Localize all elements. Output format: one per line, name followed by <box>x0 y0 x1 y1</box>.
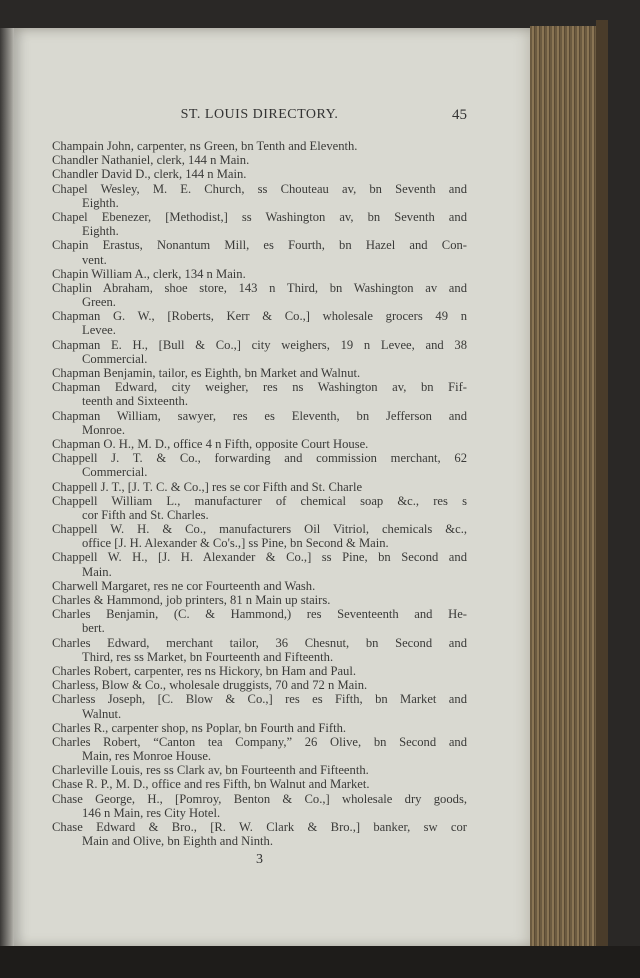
book-cover-edge <box>596 20 608 950</box>
entry-continuation-line: Main. <box>82 564 112 579</box>
directory-entry <box>52 735 467 763</box>
background-surface <box>0 946 640 978</box>
entry-continuation-line: teenth and Sixteenth. <box>82 394 188 409</box>
page-edges <box>530 26 600 948</box>
entry-line: Charles Edward, merchant tailor, 36 Chesnut, bn Second and <box>52 635 467 650</box>
entry-continuation-line: Third, res ss Market, bn Fourteenth and Fifteenth. <box>82 649 334 664</box>
entry-line: Chappell J. T. & Co., forwarding and commission merchant, 62 <box>52 451 467 466</box>
entry-continuation-line: Commercial. <box>82 465 148 480</box>
directory-entry <box>52 380 467 408</box>
entry-line: Charless Joseph, [C. Blow & Co.,] res es Fifth, bn Market and <box>52 692 467 707</box>
directory-entry <box>52 721 467 735</box>
directory-entry <box>52 267 467 281</box>
entry-line: Chapin Erastus, Nonantum Mill, es Fourth, bn Hazel and Con- <box>52 238 467 253</box>
entry-continuation-line: bert. <box>82 621 105 636</box>
entry-line: Chase R. P., M. D., office and res Fifth, bn Walnut and Market. <box>52 777 370 792</box>
signature-mark: 3 <box>256 852 263 867</box>
entry-line: Chapman O. H., M. D., office 4 n Fifth, opposite Court House. <box>52 436 369 451</box>
directory-entry <box>52 139 467 153</box>
entry-line: Charwell Margaret, res ne cor Fourteenth and Wash. <box>52 578 316 593</box>
entry-continuation-line: Eighth. <box>82 195 119 210</box>
entry-line: Chappell William L., manufacturer of chemical soap &c., res s <box>52 493 467 508</box>
running-title: ST. LOUIS DIRECTORY. <box>180 107 339 122</box>
page-number: 45 <box>452 107 467 123</box>
directory-entry <box>52 210 467 238</box>
directory-entry <box>52 437 467 451</box>
entry-line: Chapman G. W., [Roberts, Kerr & Co.,] wholesale grocers 49 n <box>52 309 467 324</box>
entry-continuation-line: Monroe. <box>82 422 126 437</box>
directory-entry <box>52 550 467 578</box>
entry-line: Chapman Benjamin, tailor, es Eighth, bn Market and Walnut. <box>52 366 361 380</box>
directory-entry <box>52 338 467 366</box>
directory-entries <box>52 139 467 848</box>
entry-continuation-line: Main and Olive, bn Eighth and Ninth. <box>82 834 273 849</box>
directory-entry <box>52 238 467 266</box>
entry-line: Chapel Ebenezer, [Methodist,] ss Washington av, bn Seventh and <box>52 209 467 224</box>
directory-entry <box>52 792 467 820</box>
directory-entry <box>52 451 467 479</box>
directory-entry <box>52 494 467 522</box>
entry-line: Charless, Blow & Co., wholesale druggists, 70 and 72 n Main. <box>52 678 368 693</box>
entry-line: Chapel Wesley, M. E. Church, ss Chouteau av, bn Seventh and <box>52 181 467 196</box>
directory-entry <box>52 309 467 337</box>
directory-entry <box>52 480 467 494</box>
directory-entry <box>52 763 467 777</box>
directory-entry <box>52 607 467 635</box>
entry-line: Chapman E. H., [Bull & Co.,] city weighers, 19 n Levee, and 38 <box>52 337 467 352</box>
directory-entry <box>52 593 467 607</box>
entry-line: Chapman William, sawyer, res es Eleventh, bn Jefferson and <box>52 408 467 423</box>
entry-line: Chaplin Abraham, shoe store, 143 n Third, bn Washington av and <box>52 280 467 295</box>
entry-continuation-line: Main, res Monroe House. <box>82 749 212 764</box>
entry-line: Charles R., carpenter shop, ns Poplar, bn Fourth and Fifth. <box>52 720 347 735</box>
directory-entry <box>52 182 467 210</box>
directory-entry <box>52 678 467 692</box>
directory-entry <box>52 522 467 550</box>
directory-entry <box>52 167 467 181</box>
entry-line: Charles & Hammond, job printers, 81 n Main up stairs. <box>52 593 331 607</box>
entry-line: Chapman Edward, city weigher, res ns Washington av, bn Fif- <box>52 380 467 395</box>
entry-line: Charles Robert, “Canton tea Company,” 26 Olive, bn Second and <box>52 734 467 749</box>
directory-entry <box>52 636 467 664</box>
entry-line: Chandler Nathaniel, clerk, 144 n Main. <box>52 153 250 168</box>
entry-continuation-line: office [J. H. Alexander & Co's.,] ss Pine, bn Second & Main. <box>82 536 389 551</box>
directory-entry <box>52 692 467 720</box>
directory-entry <box>52 579 467 593</box>
entry-continuation-line: vent. <box>82 252 107 267</box>
entry-line: Charles Benjamin, (C. & Hammond,) res Seventeenth and He- <box>52 607 467 622</box>
directory-entry <box>52 820 467 848</box>
entry-continuation-line: Commercial. <box>82 351 148 366</box>
entry-continuation-line: 146 n Main, res City Hotel. <box>82 805 221 820</box>
entry-line: Chase Edward & Bro., [R. W. Clark & Bro.,] banker, sw cor <box>52 820 467 834</box>
entry-line: Charleville Louis, res ss Clark av, bn Fourteenth and Fifteenth. <box>52 763 369 778</box>
entry-continuation-line: Eighth. <box>82 224 119 239</box>
entry-line: Chapin William A., clerk, 134 n Main. <box>52 266 246 281</box>
entry-line: Champain John, carpenter, ns Green, bn Tenth and Eleventh. <box>52 139 358 153</box>
entry-line: Chandler David D., clerk, 144 n Main. <box>52 167 247 182</box>
directory-entry <box>52 664 467 678</box>
entry-continuation-line: Walnut. <box>82 706 122 721</box>
page-header <box>52 107 467 125</box>
entry-line: Chappell W. H. & Co., manufacturers Oil Vitriol, chemicals &c., <box>52 522 467 537</box>
directory-entry <box>52 777 467 791</box>
directory-entry <box>52 409 467 437</box>
entry-line: Chase George, H., [Pomroy, Benton & Co.,] wholesale dry goods, <box>52 791 467 806</box>
entry-continuation-line: Green. <box>82 295 116 310</box>
directory-entry <box>52 366 467 380</box>
entry-line: Charles Robert, carpenter, res ns Hickory, bn Ham and Paul. <box>52 663 356 678</box>
entry-continuation-line: Levee. <box>82 323 116 338</box>
directory-entry <box>52 281 467 309</box>
entry-line: Chappell J. T., [J. T. C. & Co.,] res se cor Fifth and St. Charle <box>52 479 363 494</box>
entry-line: Chappell W. H., [J. H. Alexander & Co.,] ss Pine, bn Second and <box>52 550 467 565</box>
entry-continuation-line: cor Fifth and St. Charles. <box>82 507 209 522</box>
directory-entry <box>52 153 467 167</box>
